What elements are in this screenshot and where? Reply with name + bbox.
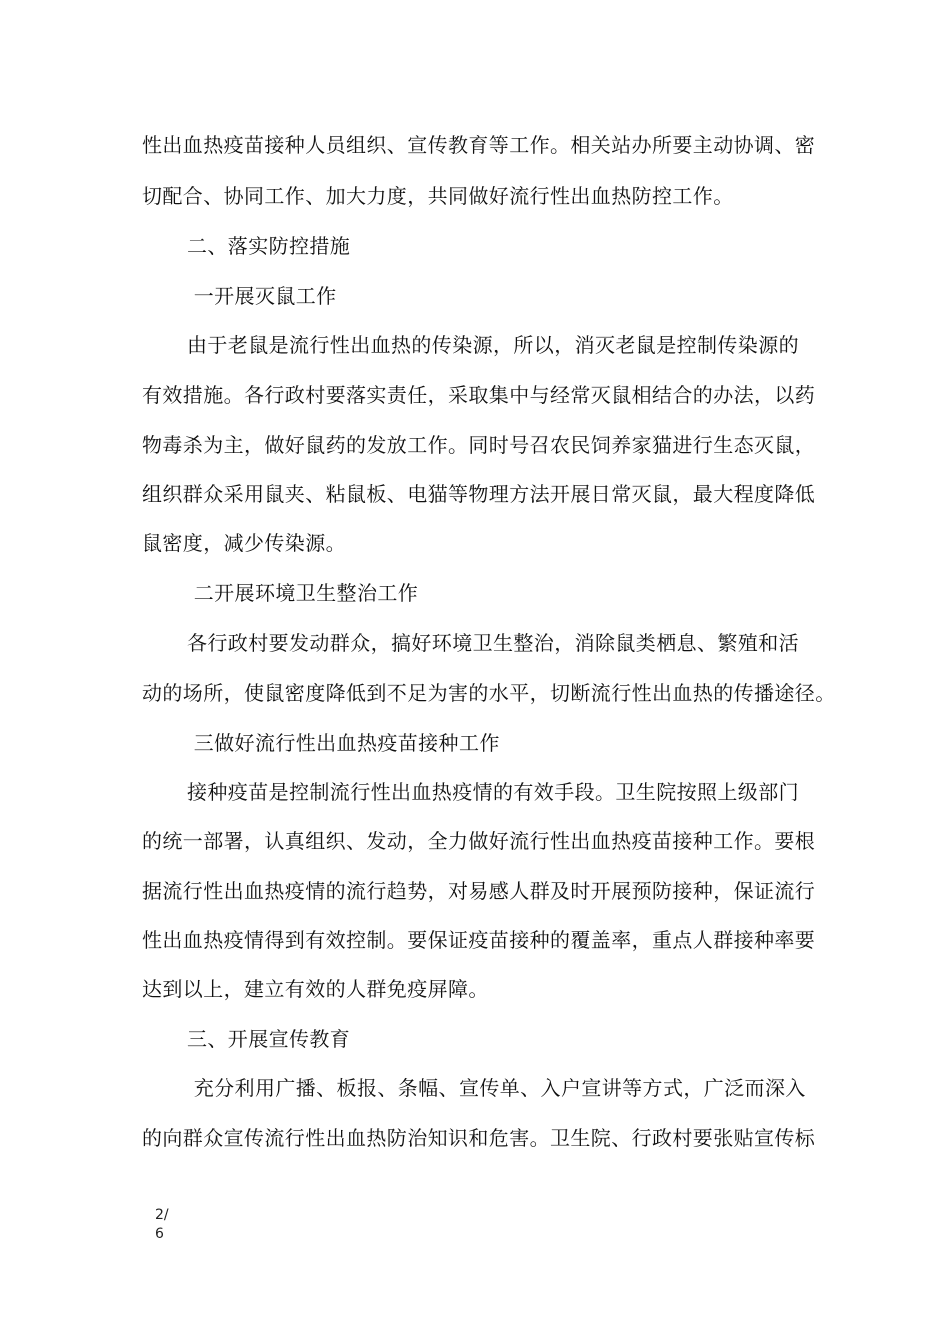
paragraph-line: 由于老鼠是流行性出血热的传染源，所以，消灭老鼠是控制传染源的 (187, 333, 799, 357)
page-number: 2/6 (155, 1207, 169, 1242)
paragraph-line: 接种疫苗是控制流行性出血热疫情的有效手段。卫生院按照上级部门 (187, 780, 799, 804)
section-heading: 三、开展宣传教育 (187, 1027, 351, 1051)
paragraph-line: 鼠密度，减少传染源。 (142, 531, 346, 555)
subsection-heading: 一开展灭鼠工作 (187, 284, 337, 308)
paragraph-line: 据流行性出血热疫情的流行趋势，对易感人群及时开展预防接种，保证流行 (142, 879, 816, 903)
paragraph-line: 各行政村要发动群众，搞好环境卫生整治，消除鼠类栖息、繁殖和活 (187, 631, 799, 655)
subsection-heading: 二开展环境卫生整治工作 (187, 581, 419, 605)
paragraph-line: 有效措施。各行政村要落实责任，采取集中与经常灭鼠相结合的办法，以药 (142, 383, 816, 407)
subsection-heading: 三做好流行性出血热疫苗接种工作 (187, 731, 500, 755)
paragraph-line: 物毒杀为主，做好鼠药的发放工作。同时号召农民饲养家猫进行生态灭鼠， (142, 433, 816, 457)
section-heading: 二、落实防控措施 (187, 234, 351, 258)
paragraph-line: 的统一部署，认真组织、发动，全力做好流行性出血热疫苗接种工作。要根 (142, 829, 816, 853)
paragraph-line: 充分利用广播、板报、条幅、宣传单、入户宣讲等方式，广泛而深入 (187, 1076, 806, 1100)
paragraph-line: 组织群众采用鼠夹、粘鼠板、电猫等物理方法开展日常灭鼠，最大程度降低 (142, 482, 816, 506)
paragraph-line: 的向群众宣传流行性出血热防治知识和危害。卫生院、行政村要张贴宣传标 (142, 1126, 816, 1150)
paragraph-line: 达到以上，建立有效的人群免疫屏障。 (142, 977, 489, 1001)
paragraph-line: 性出血热疫苗接种人员组织、宣传教育等工作。相关站办所要主动协调、密 (142, 133, 816, 157)
paragraph-line: 性出血热疫情得到有效控制。要保证疫苗接种的覆盖率，重点人群接种率要 (142, 928, 816, 952)
paragraph-line: 切配合、协同工作、加大力度，共同做好流行性出血热防控工作。 (142, 184, 734, 208)
paragraph-line: 动的场所，使鼠密度降低到不足为害的水平，切断流行性出血热的传播途径。 (142, 681, 836, 705)
